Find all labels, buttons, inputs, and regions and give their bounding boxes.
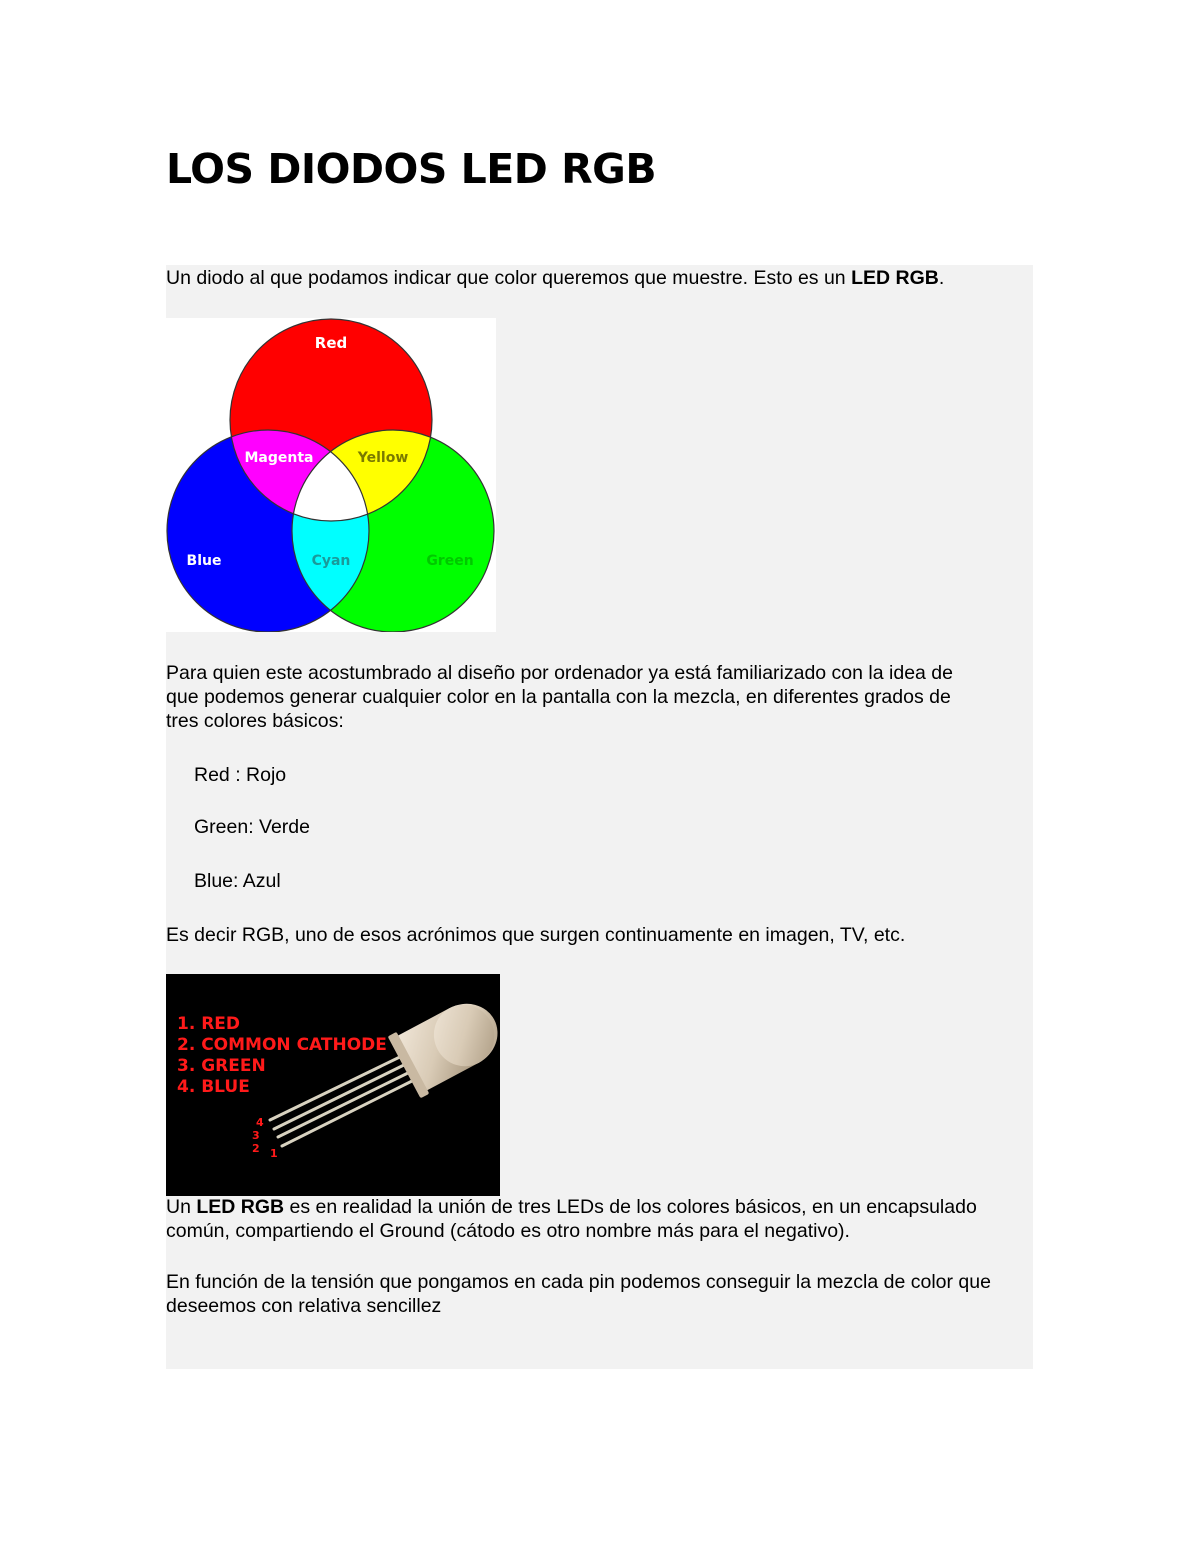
paragraph-design-line1: Para quien este acostumbrado al diseño por ordenador ya está familiarizado con la idea de — [166, 662, 953, 684]
label-yellow: Yellow — [357, 450, 409, 466]
led-body — [388, 989, 500, 1099]
pin-number-4: 4 — [256, 1116, 264, 1129]
intro-paragraph — [166, 266, 1006, 290]
paragraph-rgb-acronym: Es decir RGB, uno de esos acrónimos que surgen continuamente en imagen, TV, etc. — [166, 924, 906, 946]
paragraph-voltage-line2: deseemos con relativa sencillez — [166, 1295, 442, 1317]
intro-text-end: . — [938, 267, 945, 289]
led-leads — [270, 1054, 418, 1146]
page-title: LOS DIODOS LED RGB — [166, 145, 657, 193]
rgb-venn-figure — [166, 318, 496, 632]
pin-label-1: 1. RED — [177, 1014, 241, 1034]
pin-label-2: 2. COMMON CATHODE — [177, 1035, 387, 1055]
pin-label-4: 4. BLUE — [177, 1077, 250, 1097]
paragraph-led-text-start: Un — [166, 1196, 197, 1218]
pin-number-3: 3 — [252, 1129, 260, 1142]
paragraph-voltage-line1: En función de la tensión que pongamos en cada pin podemos conseguir la mezcla de color que — [166, 1271, 991, 1293]
paragraph-led-line2: común, compartiendo el Ground (cátodo es otro nombre más para el negativo). — [166, 1220, 850, 1242]
pin-label-3: 3. GREEN — [177, 1056, 266, 1076]
label-magenta: Magenta — [244, 450, 314, 466]
paragraph-led-bold-term: LED RGB — [196, 1196, 285, 1218]
label-red: Red — [314, 334, 348, 352]
paragraph-design — [166, 661, 1006, 733]
label-cyan: Cyan — [311, 553, 351, 569]
color-list-item-blue: Blue: Azul — [194, 870, 281, 892]
intro-bold-term: LED RGB — [851, 267, 939, 289]
paragraph-led-line1: es en realidad la unión de tres LEDs de los colores básicos, en un encapsulado — [284, 1196, 977, 1218]
paragraph-voltage — [166, 1270, 1006, 1318]
paragraph-design-line3: tres colores básicos: — [166, 710, 344, 732]
label-blue: Blue — [186, 553, 222, 569]
paragraph-design-line2: que podemos generar cualquier color en la pantalla con la mezcla, en diferentes grados de — [166, 686, 951, 708]
led-pinout-figure — [166, 974, 500, 1196]
led-pinout-svg — [166, 974, 500, 1196]
intro-text: Un diodo al que podamos indicar que color queremos que muestre. Esto es un — [166, 267, 852, 289]
pin-number-1: 1 — [270, 1147, 278, 1160]
color-list-item-red: Red : Rojo — [194, 764, 287, 786]
color-list-item-green: Green: Verde — [194, 816, 310, 838]
label-green: Green — [426, 553, 474, 569]
paragraph-led-definition — [166, 1195, 1006, 1243]
rgb-venn-svg — [166, 318, 496, 632]
pin-number-2: 2 — [252, 1142, 260, 1155]
